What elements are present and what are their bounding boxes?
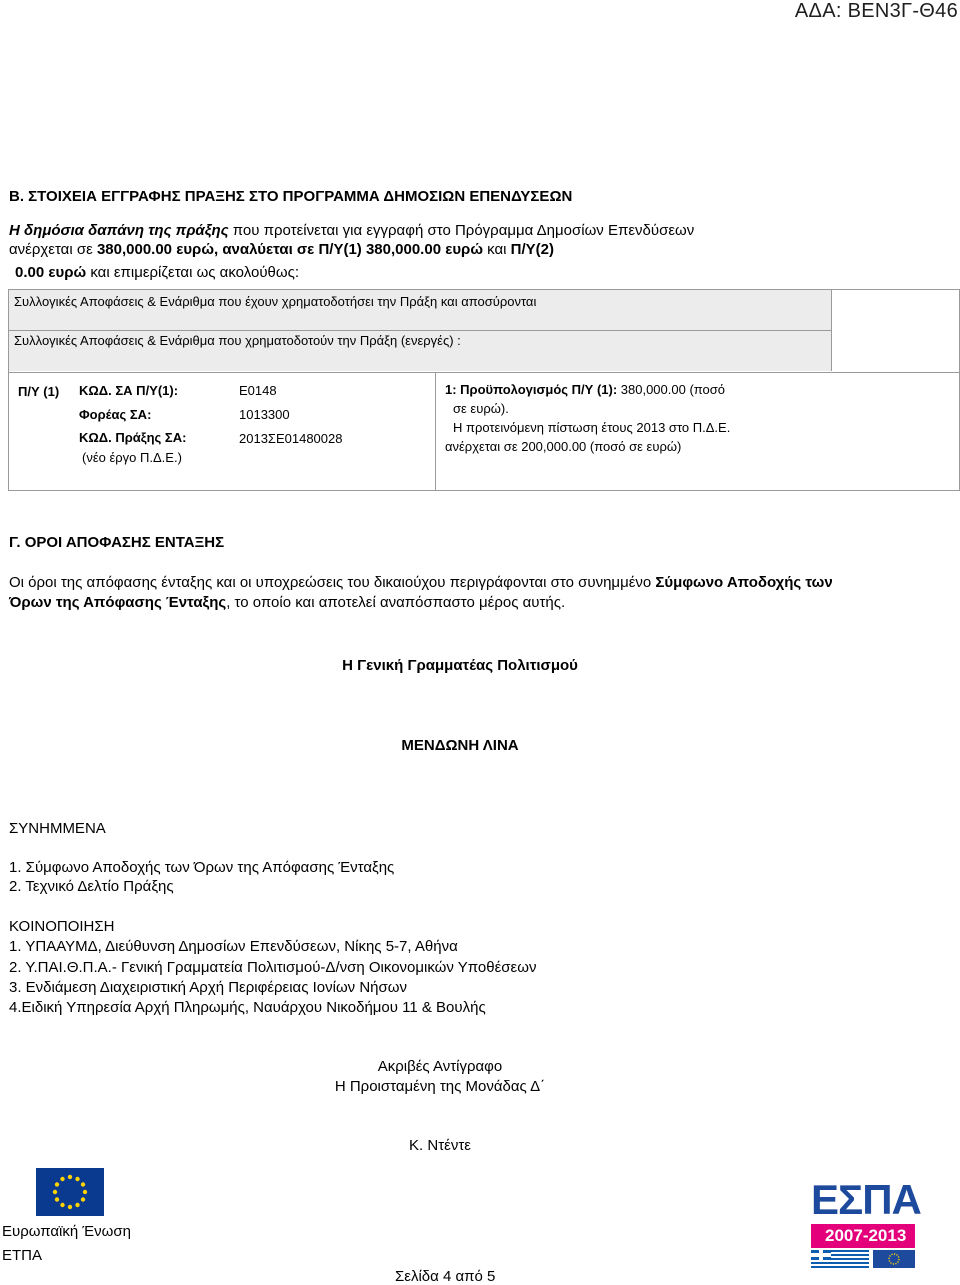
proposed-credit-amount: ανέρχεται σε 200,000.00 (ποσό σε ευρώ) bbox=[445, 439, 682, 454]
unit-head-label: Η Προισταμένη της Μονάδας Δ΄ bbox=[334, 1078, 546, 1095]
section-b-paragraph-line-3 bbox=[15, 264, 299, 281]
eu-label: Ευρωπαϊκή Ένωση bbox=[2, 1223, 131, 1240]
notification-item: 3. Ενδιάμεση Διαχειριστική Αρχή Περιφέρειας Ιονίων Νήσων bbox=[9, 979, 407, 996]
agreement-bold: Όρων της Απόφασης Ένταξης bbox=[9, 594, 227, 611]
kod-praxis-value: 2013ΣΕ01480028 bbox=[239, 431, 343, 446]
py-label: Π/Υ (1) bbox=[18, 384, 60, 399]
divider bbox=[435, 372, 436, 490]
text: , το οποίο και αποτελεί αναπόσπαστο μέρος αυτής. bbox=[226, 594, 566, 611]
budget-value: 380,000.00 (ποσό bbox=[617, 382, 726, 397]
budget-unit: σε ευρώ). bbox=[453, 401, 509, 416]
funding-table bbox=[8, 289, 960, 491]
withdrawn-decisions-label: Συλλογικές Αποφάσεις & Ενάριθμα που έχουν χρηματοδοτήσει την Πράξη και αποσύρονται bbox=[14, 294, 537, 309]
proposed-credit-line: Η προτεινόμενη πίστωση έτους 2013 στο Π.Δ.Ε. bbox=[453, 420, 731, 435]
kod-sa-label: ΚΩΔ. ΣΑ Π/Υ(1): bbox=[79, 383, 179, 398]
copy-signer: Κ. Ντέντε bbox=[409, 1137, 471, 1154]
budget-label: 1: Προϋπολογισμός Π/Υ (1): bbox=[445, 382, 618, 397]
espa-years: 2007-2013 bbox=[825, 1226, 907, 1245]
attachment-item: 1. Σύμφωνο Αποδοχής των Όρων της Απόφασης Ένταξης bbox=[9, 859, 395, 876]
signatory-name: ΜΕΝΔΩΝΗ ΛΙΝΑ bbox=[401, 737, 519, 754]
espa-years-band bbox=[811, 1224, 915, 1248]
kod-sa-value: Ε0148 bbox=[239, 383, 277, 398]
text: και bbox=[483, 241, 511, 258]
section-b-paragraph-line-2 bbox=[9, 241, 554, 258]
foreas-value: 1013300 bbox=[239, 407, 290, 422]
text: Οι όροι της απόφασης ένταξης και οι υποχρεώσεις του δικαιούχου περιγράφονται στο συνημμένο bbox=[9, 574, 656, 591]
new-project-note: (νέο έργο Π.Δ.Ε.) bbox=[82, 450, 182, 465]
greek-flag-icon bbox=[811, 1250, 869, 1268]
agreement-bold: Σύμφωνο Αποδοχής των bbox=[655, 574, 833, 591]
attachments-title: ΣΥΝΗΜΜΕΝΑ bbox=[9, 820, 106, 837]
amount-bold: 0.00 ευρώ bbox=[15, 264, 87, 281]
emphasis-public-expense: Η δημόσια δαπάνη της πράξης bbox=[9, 222, 229, 239]
notification-title: ΚΟΙΝΟΠΟΙΗΣΗ bbox=[9, 918, 115, 935]
foreas-label: Φορέας ΣΑ: bbox=[79, 407, 152, 422]
eu-flag-logo bbox=[36, 1168, 104, 1216]
active-decisions-label: Συλλογικές Αποφάσεις & Ενάριθμα που χρηματοδοτούν την Πράξη (ενεργές) : bbox=[14, 333, 461, 348]
section-g-title: Γ. ΟΡΟΙ ΑΠΟΦΑΣΗΣ ΕΝΤΑΞΗΣ bbox=[9, 534, 225, 551]
certified-copy-label: Ακριβές Αντίγραφο bbox=[377, 1058, 503, 1075]
py2-bold: Π/Υ(2) bbox=[510, 241, 555, 258]
kod-praxis-label: ΚΩΔ. Πράξης ΣΑ: bbox=[79, 430, 187, 445]
text: που προτείνεται για εγγραφή στο Πρόγραμμα Δημοσίων Επενδύσεων bbox=[228, 222, 695, 239]
eu-stars-icon bbox=[36, 1168, 104, 1216]
amount-bold: 380,000.00 ευρώ, αναλύεται σε Π/Υ(1) 380,000.00 ευρώ bbox=[96, 241, 484, 258]
signatory-role: Η Γενική Γραμματέας Πολιτισμού bbox=[342, 657, 578, 674]
page-number: Σελίδα 4 από 5 bbox=[395, 1268, 496, 1285]
attachment-item: 2. Τεχνικό Δελτίο Πράξης bbox=[9, 878, 174, 895]
text: και επιμερίζεται ως ακολούθως: bbox=[86, 264, 299, 281]
ada-code: ΑΔΑ: ΒΕΝ3Γ-Θ46 bbox=[794, 0, 958, 22]
section-b-paragraph-line-1 bbox=[9, 222, 694, 239]
espa-logo-text: ΕΣΠΑ bbox=[811, 1176, 921, 1223]
espa-logo bbox=[811, 1176, 921, 1268]
notification-item: 1. ΥΠΑΑΥΜΔ, Διεύθυνση Δημοσίων Επενδύσεων, Νίκης 5-7, Αθήνα bbox=[9, 938, 458, 955]
section-g-paragraph-line-1 bbox=[9, 574, 833, 591]
budget-line bbox=[445, 382, 725, 397]
section-b-title: Β. ΣΤΟΙΧΕΙΑ ΕΓΓΡΑΦΗΣ ΠΡΑΞΗΣ ΣΤΟ ΠΡΟΓΡΑΜΜΑ ΔΗΜΟΣΙΩΝ ΕΠΕΝΔΥΣΕΩΝ bbox=[9, 188, 573, 205]
text: ανέρχεται σε bbox=[9, 241, 97, 258]
section-g-paragraph-line-2 bbox=[9, 594, 565, 611]
notification-item: 4.Ειδική Υπηρεσία Αρχή Πληρωμής, Ναυάρχου Νικοδήμου 11 & Βουλής bbox=[9, 999, 486, 1016]
active-decisions-row bbox=[9, 331, 832, 371]
withdrawn-decisions-row bbox=[9, 290, 832, 331]
etpa-label: ΕΤΠΑ bbox=[2, 1247, 43, 1264]
divider bbox=[9, 372, 959, 373]
notification-item: 2. Υ.ΠΑΙ.Θ.Π.Α.- Γενική Γραμματεία Πολιτισμού-Δ/νση Οικονομικών Υποθέσεων bbox=[9, 959, 537, 976]
eu-flag-small-icon bbox=[873, 1250, 915, 1268]
